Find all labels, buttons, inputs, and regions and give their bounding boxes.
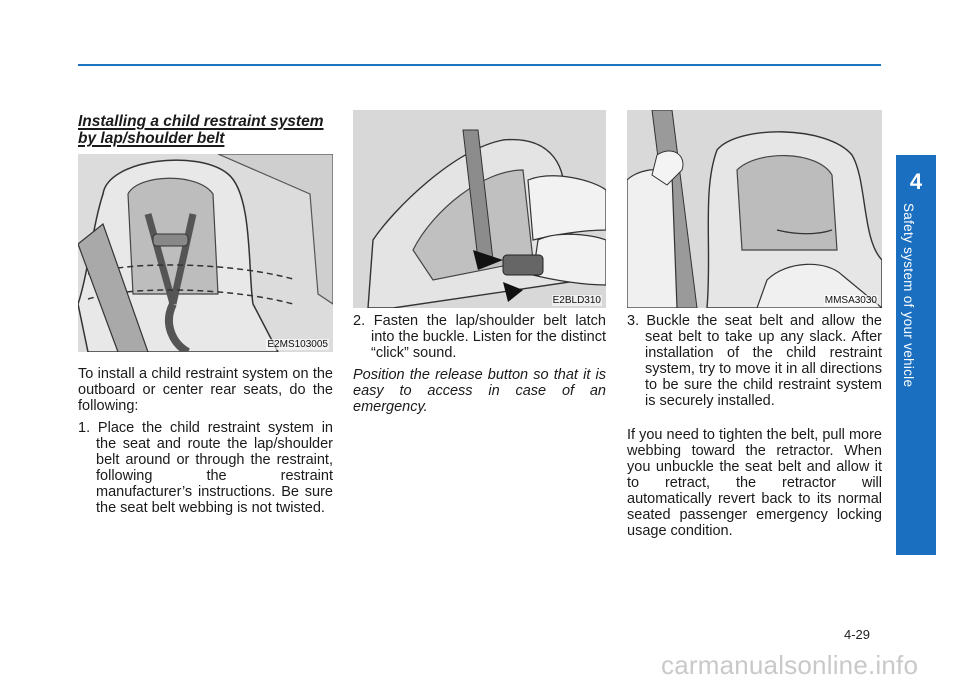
step-3: 3. Buckle the seat belt and allow the seat belt to take up any slack. After installation of the child restraint system, try to move it in all directions to be sure the child restraint system is securely installed.	[627, 313, 882, 409]
figure-child-seat	[78, 154, 333, 352]
chapter-number: 4	[909, 169, 923, 194]
buckle-fastening-illustration	[353, 110, 606, 308]
watermark: carmanualsonline.info	[661, 650, 919, 680]
child-seat-lap-belt-illustration	[78, 154, 333, 352]
tighten-paragraph: If you need to tighten the belt, pull more webbing toward the retractor. When you unbuckle the seat belt and allow it to retract, the retractor will automatically revert back to its normal seated passenger emergency locking usage condition.	[627, 427, 882, 539]
figure-code: E2BLD310	[552, 295, 601, 306]
column-3-text	[627, 313, 882, 539]
figure-code: E2MS103005	[267, 339, 328, 350]
page-number: 4-29	[844, 627, 871, 642]
step-2: 2. Fasten the lap/shoulder belt latch into the buckle. Listen for the distinct “click” sound.	[353, 313, 606, 361]
section-heading-line1: Installing a child restraint system	[78, 113, 324, 130]
figure-code: MMSA3030	[824, 295, 877, 306]
section-heading-line2: by lap/shoulder belt	[78, 130, 225, 147]
step-1: 1. Place the child restraint system in the seat and route the lap/shoulder belt around or through the restraint, following the restraint manufacturer’s instructions. Be sure the seat belt webbing is not twisted.	[78, 420, 333, 516]
section-heading	[78, 113, 338, 147]
header-rule	[78, 64, 881, 66]
belt-tightening-illustration	[627, 110, 882, 308]
column-2-text	[353, 313, 606, 415]
intro-paragraph: To install a child restraint system on the outboard or center rear seats, do the following:	[78, 366, 333, 414]
figure-belt-tighten	[627, 110, 882, 308]
figure-buckle	[353, 110, 606, 308]
chapter-tab[interactable]: 4 Safety system of your vehicle	[896, 155, 936, 555]
column-1-text	[78, 366, 333, 516]
release-button-note: Position the release button so that it is easy to access in case of an emergency.	[353, 367, 606, 415]
